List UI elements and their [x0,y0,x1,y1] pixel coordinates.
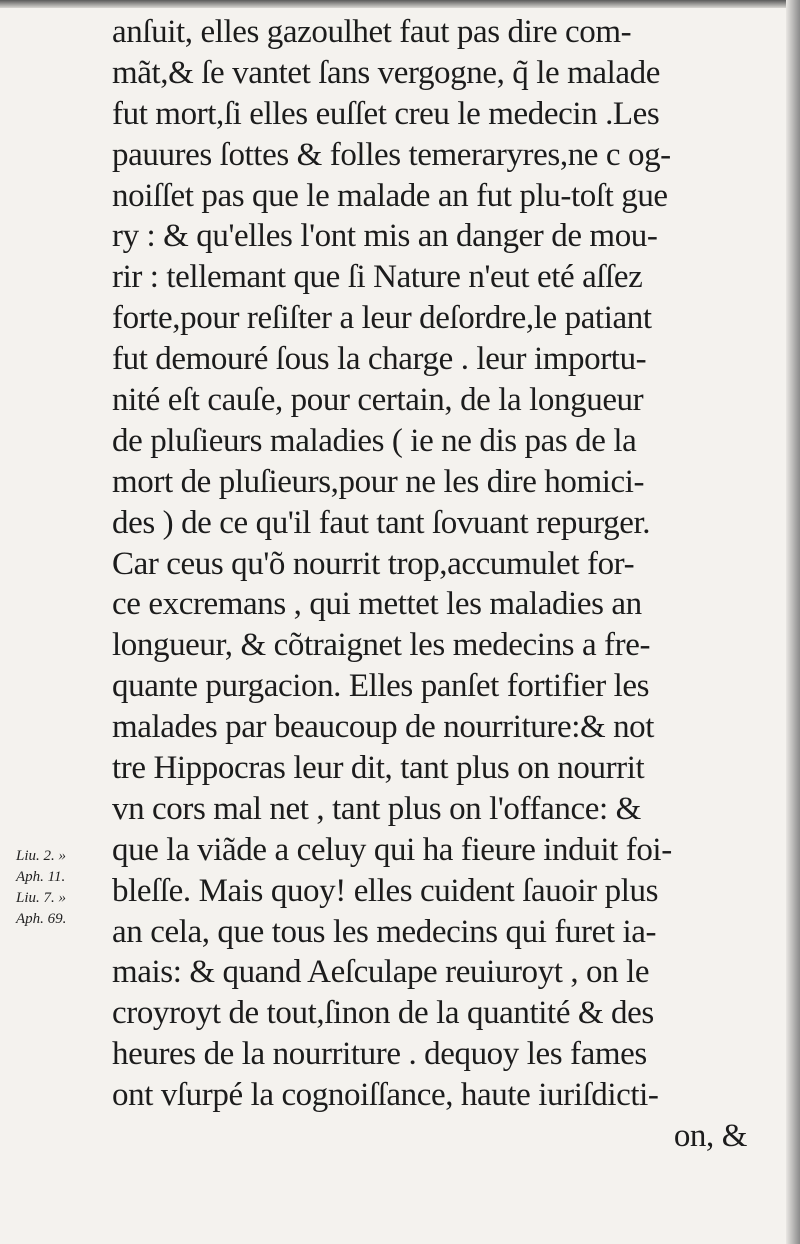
text-line: forte,pour reſiſter a leur deſordre,le patiant [112,300,652,337]
text-line: que la viãde a celuy qui ha fieure induit foi- [112,831,672,868]
text-line: noiſſet pas que le malade an fut plu-toſt gue [112,177,668,214]
text-line: malades par beaucoup de nourriture:& not [112,709,655,746]
text-line: ont vſurpé la cognoiſſance, haute iuriſdicti- [112,1077,659,1114]
text-line: longueur, & cõtraignet les medecins a fre- [112,627,651,664]
text-line: rir : tellemant que ſi Nature n'eut eté aſſez [112,259,643,296]
text-line: heures de la nourriture . dequoy les fames [112,1036,647,1073]
text-line: des ) de ce qu'il faut tant ſovuant repurger. [112,504,651,541]
text-line: ry : & qu'elles l'ont mis an danger de mou- [112,218,658,255]
text-line: mais: & quand Aeſculape reuiuroyt , on le [112,954,650,991]
page-top-edge [0,0,800,8]
margin-note: Aph. 11. [16,869,66,885]
text-line: ce excremans , qui mettet les maladies an [112,586,642,623]
text-line: vn cors mal net , tant plus on l'offance: & [112,790,641,827]
text-line: de pluſieurs maladies ( ie ne dis pas de la [112,422,637,459]
text-line: Car ceus qu'õ nourrit trop,accumulet for- [112,545,635,582]
text-line: on, & [673,1118,747,1155]
body-text [112,12,747,1157]
margin-note: Liu. 7. » [16,890,67,906]
page-gutter-edge [786,0,800,1244]
text-line: fut demouré ſous la charge . leur importu- [112,341,647,378]
margin-note: Aph. 69. [16,911,67,927]
text-line: an cela, que tous les medecins qui furet ia- [112,913,657,950]
text-line: quante purgacion. Elles panſet fortifier les [112,668,650,705]
text-line: mãt,& ſe vantet ſans vergogne, q̃ le malade [112,54,660,91]
text-line: nité eſt cauſe, pour certain, de la longueur [112,382,644,419]
margin-note: Liu. 2. » [16,848,67,864]
text-line: mort de pluſieurs,pour ne les dire homici- [112,463,645,500]
text-line: pauures ſottes & folles temeraryres,ne c og- [112,136,671,173]
text-line: fut mort,ſi elles euſſet creu le medecin .Les [112,95,660,132]
margin-notes [16,846,111,930]
text-line: anſuit, elles gazoulhet faut pas dire com- [112,14,632,50]
text-line: bleſſe. Mais quoy! elles cuident ſauoir plus [112,872,659,909]
text-line: croyroyt de tout,ſinon de la quantité & des [112,995,654,1032]
text-line: tre Hippocras leur dit, tant plus on nourrit [112,750,645,787]
